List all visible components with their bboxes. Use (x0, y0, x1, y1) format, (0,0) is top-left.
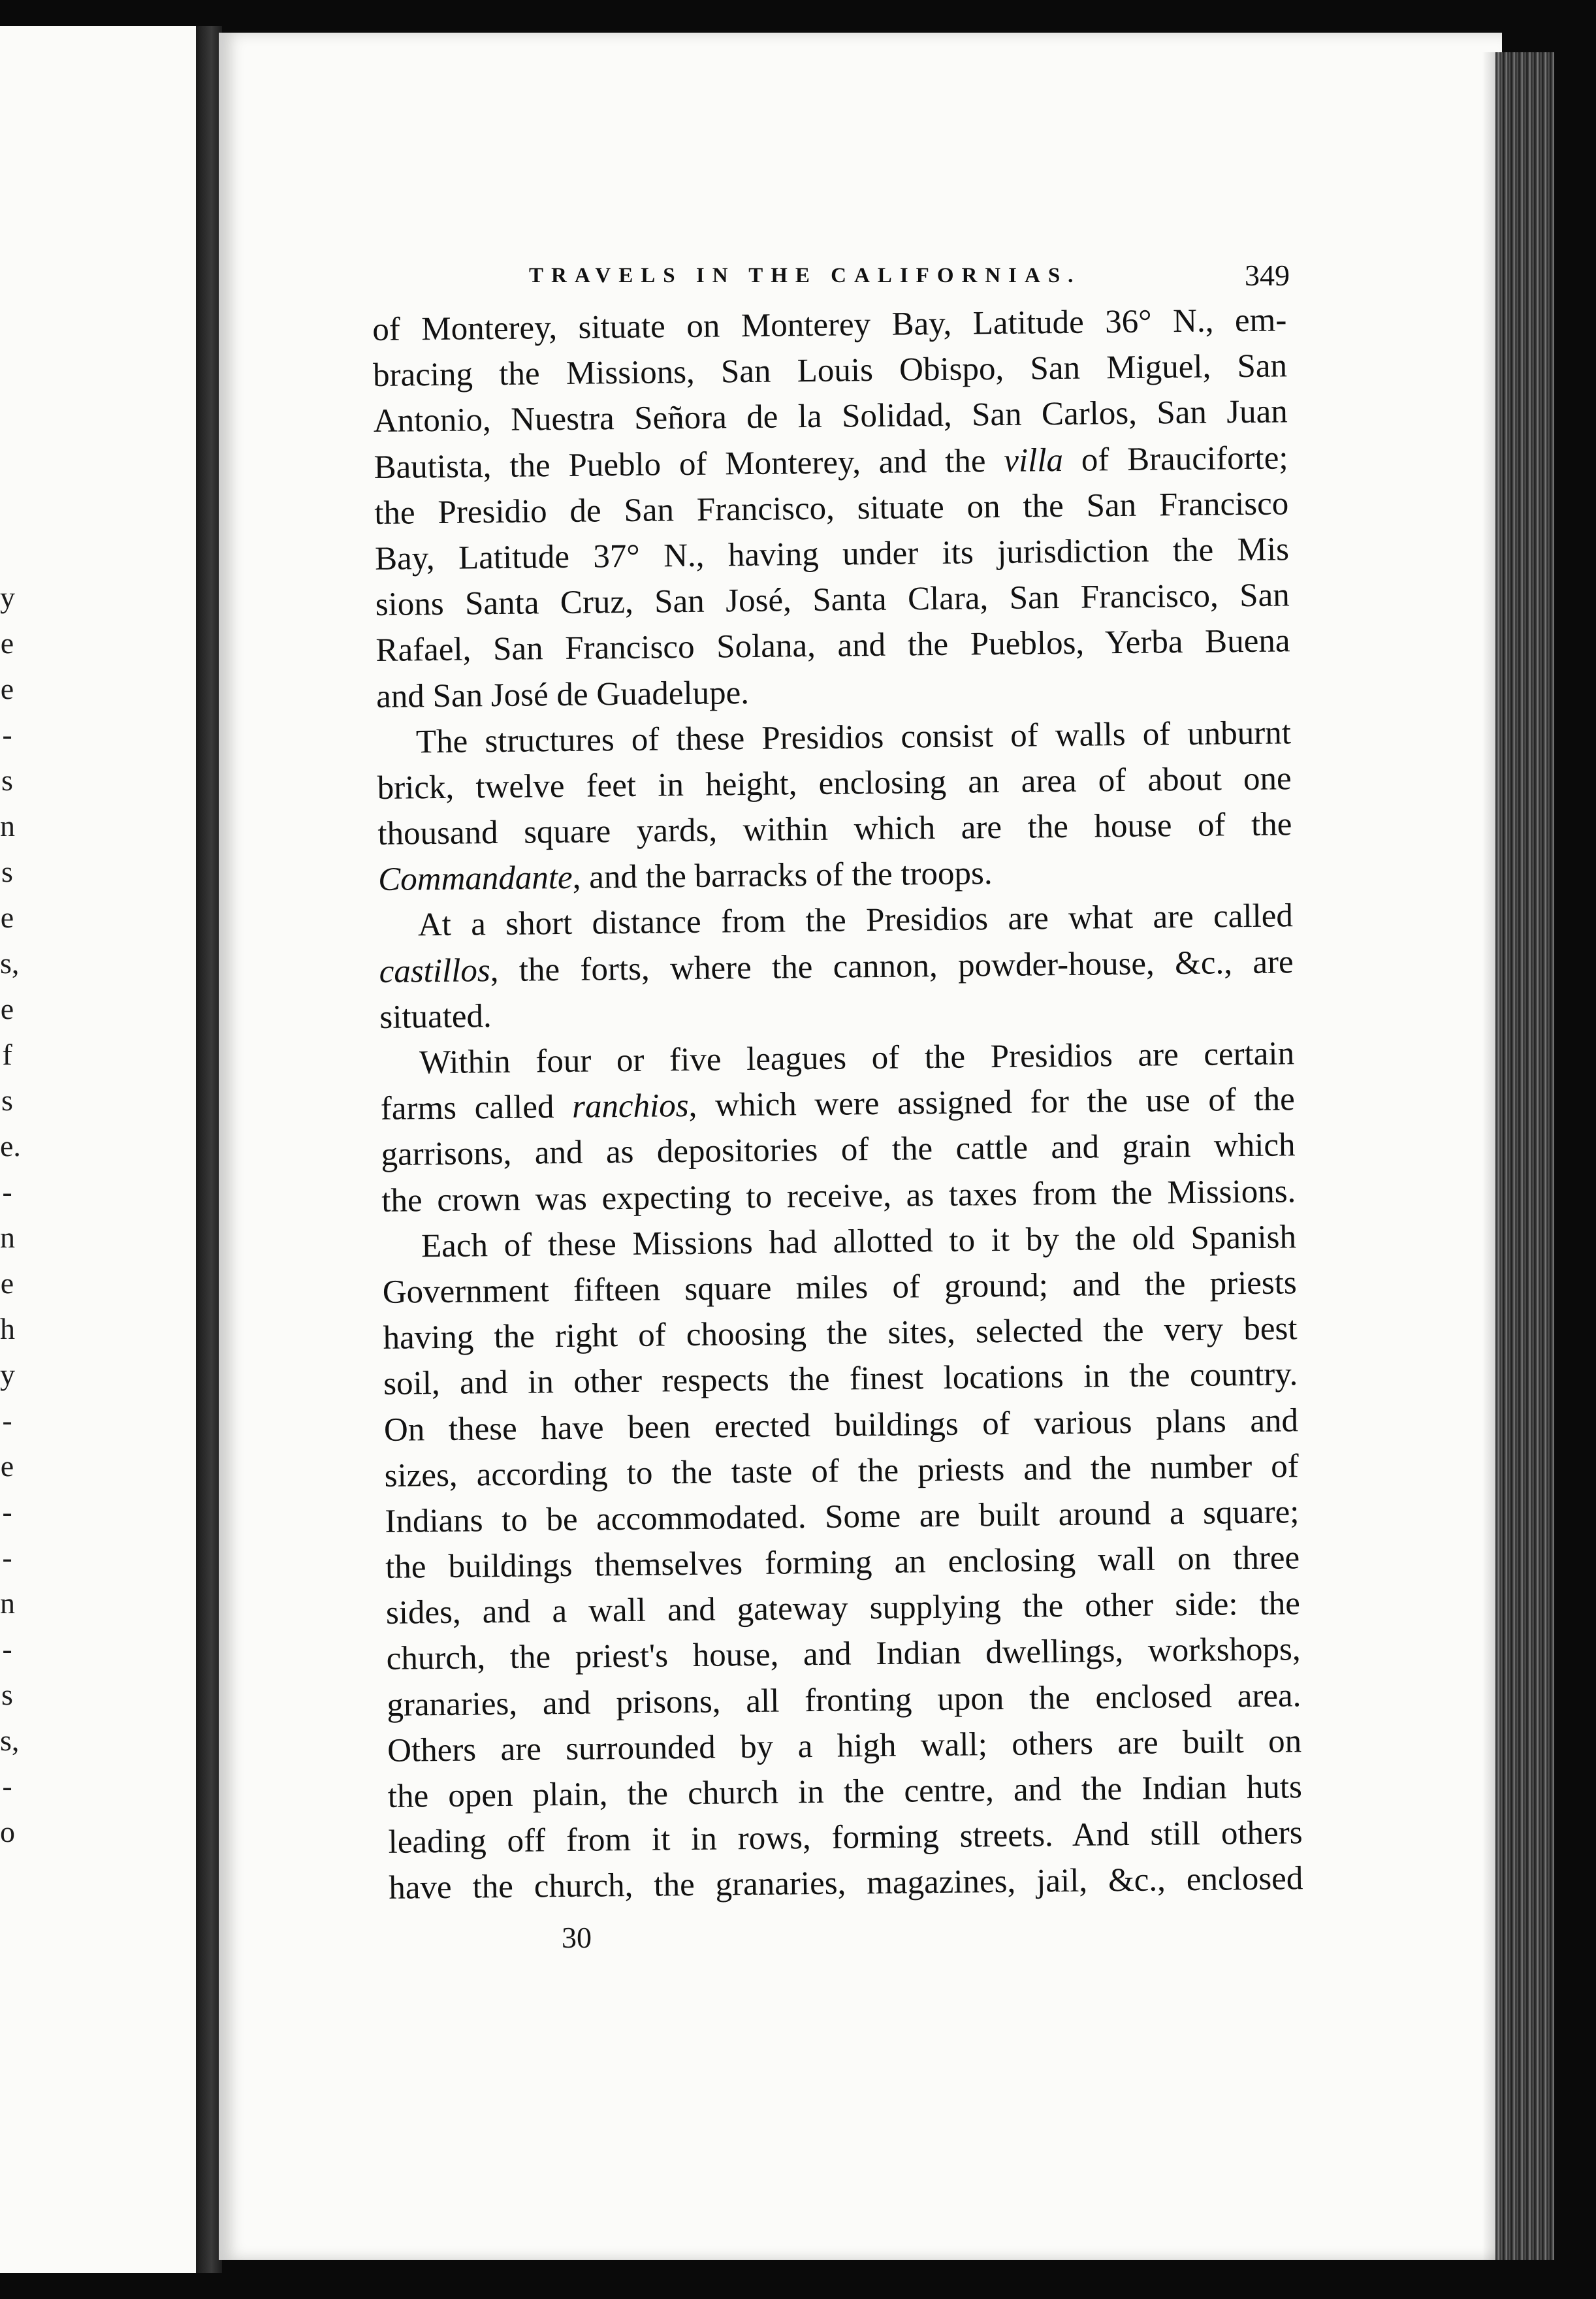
text-run: The structures of these Presidios consist of walls of unburnt (415, 714, 1292, 761)
text-run: of Brauciforte; (1062, 439, 1288, 479)
left-page-glyph: - (2, 1541, 12, 1574)
italic-term: castillos (379, 952, 490, 990)
text-run: the Presidio de San Francisco, situate on the San Francisco (374, 485, 1289, 532)
left-page-glyph: e (0, 901, 14, 934)
left-page-glyph: n (0, 1586, 15, 1620)
left-page-glyph: y (0, 1358, 15, 1391)
text-run: sions Santa Cruz, San José, Santa Clara, San Francisco, San (375, 577, 1290, 624)
left-page-glyph: e (0, 626, 14, 660)
text-run: , the forts, where the cannon, powder-house, &c., are (490, 943, 1294, 989)
text-run: brick, twelve feet in height, enclosing an area of about one (377, 760, 1292, 807)
text-run: of Monterey, situate on Monterey Bay, Latitude 36° N., em- (372, 302, 1287, 348)
text-run: Each of these Missions had allotted to it by the old Spanish (421, 1219, 1297, 1265)
left-page-glyph: s (1, 764, 13, 797)
left-page-glyph: n (0, 809, 15, 843)
page-number: 349 (1245, 259, 1290, 292)
body-text (372, 297, 1303, 1911)
page-fore-edge (1495, 52, 1554, 2260)
running-head-title: TRAVELS IN THE CALIFORNIAS. (529, 264, 1081, 287)
text-run: the buildings themselves forming an enclosing wall on three (385, 1539, 1300, 1586)
left-page-glyph: f (2, 1038, 12, 1071)
text-run: Others are surrounded by a high wall; others are built on (387, 1723, 1302, 1769)
text-run: bracing the Missions, San Louis Obispo, San Miguel, San (372, 347, 1288, 394)
text-line (379, 939, 1294, 995)
left-page-glyph: n (0, 1221, 15, 1254)
left-page-glyph: s (1, 1678, 13, 1711)
text-run: situated. (379, 997, 492, 1036)
text-run: leading off from it in rows, forming streets. And still others (388, 1814, 1303, 1861)
text-line (375, 619, 1290, 674)
text-run: sizes, according to the taste of the priests and the number of (384, 1447, 1299, 1494)
book-gutter (196, 26, 222, 2273)
left-page-glyph: s (1, 1084, 13, 1117)
left-page-glyph: e (0, 672, 14, 705)
text-run: Indians to be accommodated. Some are built around a square; (385, 1494, 1300, 1540)
text-run: the crown was expecting to receive, as taxes from the Missions. (381, 1172, 1296, 1219)
left-facing-page (0, 26, 202, 2273)
text-line (377, 801, 1292, 857)
left-page-glyph: e (0, 1449, 14, 1483)
text-run: Within four or five leagues of the Presidios are certain (419, 1035, 1295, 1082)
left-page-glyph: s, (0, 1724, 20, 1757)
signature-mark: 30 (562, 1921, 592, 1954)
italic-term: villa (1004, 442, 1064, 479)
text-run: sides, and a wall and gateway supplying the other side: the (385, 1585, 1301, 1632)
left-page-glyph: e (0, 1266, 14, 1300)
left-page-glyph: s, (0, 946, 20, 980)
text-run: , and the barracks of the troops. (572, 855, 993, 897)
text-run: have the church, the granaries, magazines, jail, &c., enclosed (389, 1860, 1303, 1907)
text-run: soil, and in other respects the finest locations in the country. (383, 1356, 1298, 1403)
left-page-cut-text (0, 575, 21, 1855)
text-run: granaries, and prisons, all fronting upon the enclosed area. (387, 1677, 1301, 1724)
text-run: , which were assigned for the use of the (688, 1081, 1296, 1125)
left-page-glyph: e. (0, 1129, 21, 1163)
text-run: farms called (380, 1089, 573, 1128)
left-page-glyph: h (0, 1312, 15, 1345)
text-run: Bautista, the Pueblo of Monterey, and the (374, 442, 1004, 486)
text-run: At a short distance from the Presidios are what are called (417, 897, 1294, 944)
text-run: On these have been erected buildings of various plans and (383, 1402, 1299, 1449)
text-run: thousand square yards, within which are the house of the (377, 806, 1292, 853)
text-run: church, the priest's house, and Indian dwellings, workshops, (386, 1631, 1301, 1678)
text-run: Bay, Latitude 37° N., having under its jurisdiction the Mis (374, 531, 1290, 577)
left-page-glyph: - (2, 1769, 12, 1803)
left-page-glyph: s (1, 855, 13, 888)
text-run: garrisons, and as depositories of the cattle and grain which (381, 1127, 1296, 1174)
text-run: having the right of choosing the sites, selected the very best (383, 1310, 1298, 1357)
left-page-glyph: - (2, 1495, 12, 1528)
text-run: and San José de Guadelupe. (375, 674, 750, 715)
left-page-glyph: - (2, 1404, 12, 1437)
running-head (529, 256, 1290, 295)
left-page-glyph: - (2, 1175, 12, 1208)
left-page-glyph: e (0, 992, 14, 1025)
text-run: Antonio, Nuestra Señora de la Solidad, San Carlos, San Juan (373, 393, 1288, 440)
italic-term: ranchios (571, 1087, 689, 1126)
text-run: Rafael, San Francisco Solana, and the Pueblos, Yerba Buena (375, 622, 1290, 669)
text-line (389, 1856, 1303, 1912)
left-page-glyph: - (2, 1632, 12, 1665)
left-page-glyph: - (2, 718, 12, 751)
left-page-glyph: y (0, 581, 15, 614)
text-run: the open plain, the church in the centre, and the Indian huts (387, 1769, 1303, 1815)
text-run: Government fifteen square miles of ground; and the priests (382, 1264, 1298, 1311)
italic-term: Commandante (377, 860, 573, 899)
left-page-glyph: o (0, 1815, 15, 1848)
